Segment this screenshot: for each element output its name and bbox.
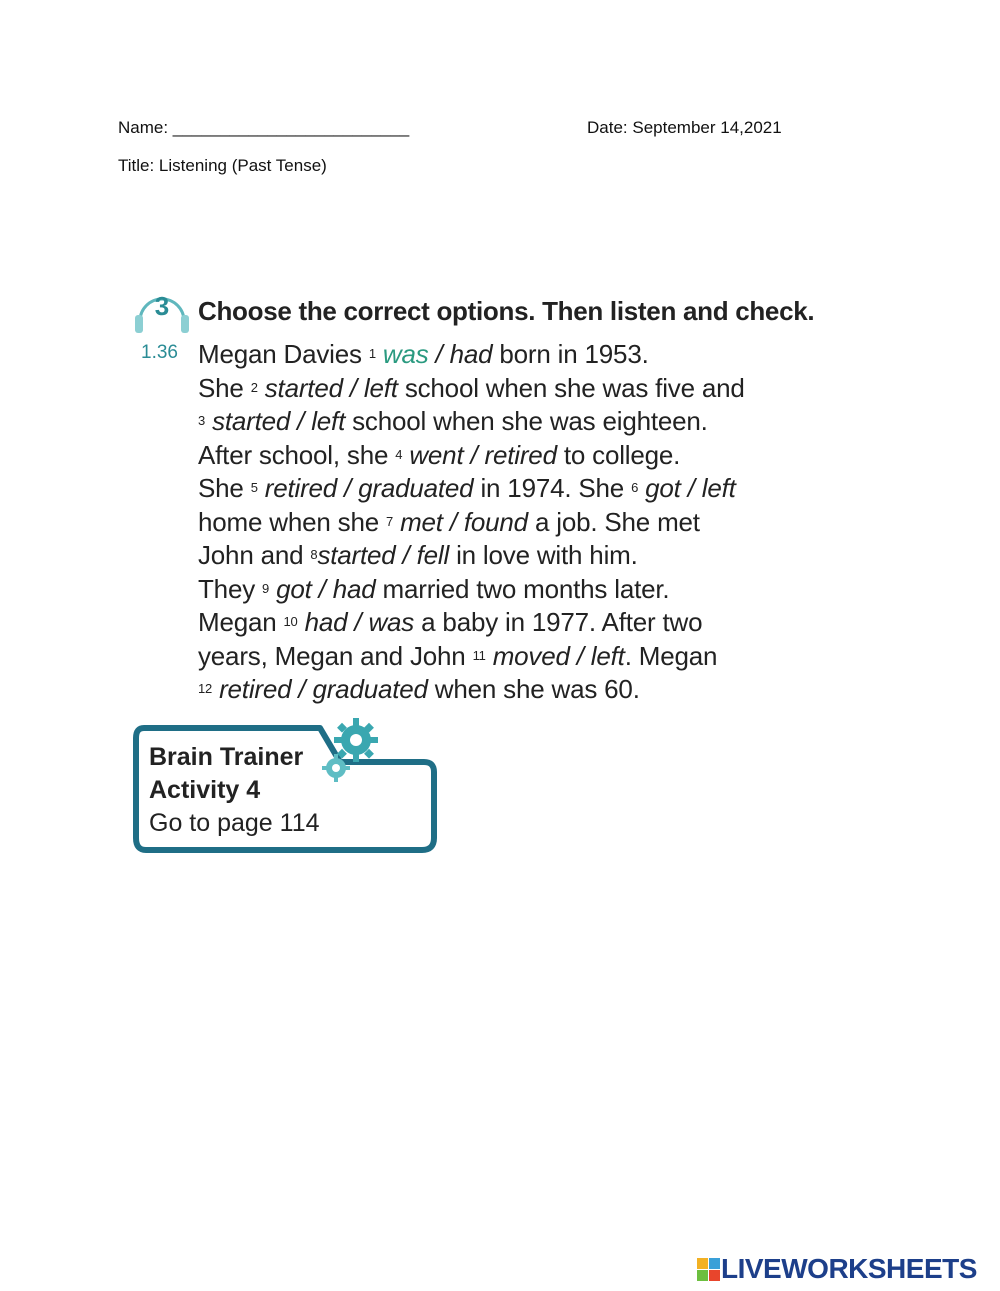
liveworksheets-logo-icon: [697, 1254, 721, 1284]
passage-text: in 1974. She: [473, 473, 632, 503]
passage-text: John and: [198, 540, 311, 570]
passage-line: [198, 606, 838, 640]
option-pair: moved / left: [492, 640, 625, 671]
passage-text: years, Megan and John: [198, 640, 473, 671]
option-pair: retired / graduated: [264, 473, 474, 503]
footer-logo: [697, 1254, 721, 1286]
passage-line: [198, 539, 838, 573]
passage-text: in love with him.: [449, 540, 638, 570]
passage-text: born in 1953.: [492, 339, 649, 369]
passage-text: Megan Davies: [198, 339, 369, 369]
passage-text: [376, 339, 383, 369]
instruction: Choose the correct options. Then listen and check.: [198, 296, 815, 326]
title-label: Title: Listening (Past Tense): [118, 156, 327, 175]
option-pair: got / had: [276, 573, 376, 604]
passage-line: [198, 338, 838, 372]
passage-text: . Megan: [624, 640, 718, 671]
gap-number: 5: [250, 480, 258, 495]
gap-number: 12: [198, 681, 213, 696]
passage-text: to college.: [556, 439, 681, 470]
gap-number: 6: [631, 480, 639, 495]
gears-icon: [312, 716, 392, 791]
passage-text: [393, 507, 400, 537]
gap-number: 11: [472, 647, 486, 663]
passage-line: [198, 405, 838, 439]
passage-text: a baby in 1977. After two: [414, 607, 703, 637]
gap-number: 3: [198, 413, 206, 428]
passage-text: school when she was eighteen.: [345, 406, 708, 436]
exercise-number: 3: [154, 291, 170, 321]
option-pair: went / retired: [409, 439, 557, 470]
option-pair: had / was: [304, 607, 415, 637]
brain-trainer-goto: Go to page 114: [149, 809, 320, 837]
footer-brand: LIVEWORKSHEETS: [721, 1253, 977, 1284]
passage-text: [205, 406, 212, 436]
gap-number: 2: [250, 379, 258, 395]
option-pair: met / found: [400, 506, 528, 537]
passage-text: when she was 60.: [427, 674, 640, 704]
passage-text: [298, 607, 305, 637]
passage-line: [198, 372, 838, 406]
gap-number: 10: [283, 614, 298, 629]
gap-number: 9: [262, 580, 270, 596]
gap-number: 7: [386, 513, 394, 529]
brain-trainer-title: Brain Trainer: [149, 743, 304, 771]
passage-line: [198, 472, 838, 506]
track-number: 1.36: [141, 342, 178, 363]
brain-trainer-activity: Activity 4: [149, 776, 261, 804]
passage-text: [486, 641, 493, 671]
passage-text: home when she: [198, 506, 386, 537]
passage-text: She: [198, 473, 251, 503]
passage-text: Megan: [198, 607, 284, 637]
option-pair: started / fell: [317, 540, 450, 570]
brain-trainer-text: [149, 741, 320, 840]
passage-line: [198, 506, 838, 540]
passage-text: They: [198, 573, 263, 604]
passage-line: [198, 640, 838, 674]
option-pair: / had: [428, 339, 493, 369]
gap-number: 1: [368, 346, 376, 361]
name-label: Name: _________________________: [118, 118, 410, 137]
passage-line: [198, 573, 838, 607]
option-pair: retired / graduated: [219, 674, 428, 704]
passage-text: After school, she: [198, 439, 396, 470]
selected-option: was: [382, 339, 429, 369]
gap-number: 8: [310, 547, 318, 562]
passage-text: She: [198, 372, 251, 403]
option-pair: started / left: [212, 406, 346, 436]
passage-text: school when she was five and: [397, 372, 745, 403]
passage: [198, 338, 838, 707]
passage-line: [198, 439, 838, 473]
option-pair: got / left: [645, 473, 736, 503]
passage-line: [198, 673, 838, 707]
passage-text: married two months later.: [375, 573, 670, 604]
option-pair: started / left: [264, 372, 398, 403]
exercise-number-badge: [132, 283, 192, 343]
passage-text: [258, 473, 265, 503]
gap-number: 4: [395, 446, 403, 462]
passage-text: a job. She met: [527, 506, 700, 537]
date-label: Date: September 14,2021: [587, 118, 782, 137]
passage-text: [258, 373, 265, 403]
